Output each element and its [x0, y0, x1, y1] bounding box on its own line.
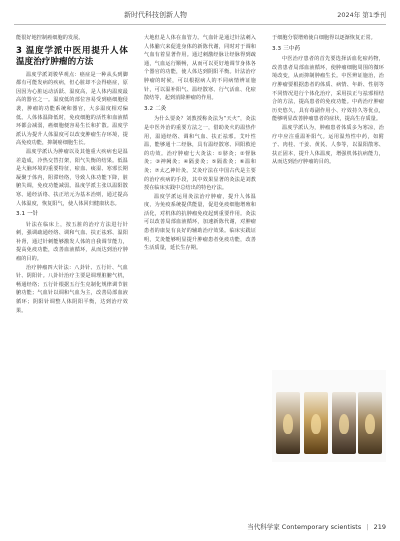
- moxibustion-photo: [332, 392, 356, 454]
- paragraph: 治疗肿瘤四大针法：八卦针、五行针、气血针、阴阳针。八卦针治疗主要是调理脏腑气机，畅通经络；五行针根据五行生克制化规律调节脏腑功能；气血针以调和气血为主，改善局部血液循环；阴阳针调整人体阴阳平衡，达到治疗效果。: [16, 264, 128, 314]
- section-heading-3: 3 温度学派中医用提升人体温度治疗肿瘤的方法: [16, 45, 128, 67]
- paragraph: 大地但是人体在血管力。气血针是通过针法刺入人体腧穴来促进身体的新陈代谢，同时对于调和气血有着显著作用。通过刺激经脉让经脉得到疏通，气血运行顺畅，从而可以更好地调节身体各个器官的功能，使人体达到阴阳平衡。针法治疗肿瘤的时候，可以根据病人的不同病情辨证施针，可以温补阳气、温经散寒、行气活血、化瘀散结等，起到消除肿瘤的作用。: [144, 35, 256, 102]
- issue-label: 2024年 第1季刊: [337, 11, 386, 19]
- paragraph: 为什么要灸？刘教授称灸法为“天火”，灸法是中医外治的重要方法之一，借助灸火的温热作用，温通经络、调和气血、扶正祛邪。艾叶性温，能够通十二经脉，具有温经散寒、回阳救逆的功效。治疗肿瘤七大灸法：①脐灸；②督脉灸；③神阙灸；④隔姜灸；⑤隔盐灸；⑥温和灸；⑦太乙神针灸。艾灸疗法在中国古代是主要的治疗疾病的手段，其中效果显著的灸法是刘教授在临床实践中总结出的特色疗法。: [144, 116, 256, 192]
- page-footer: [247, 522, 386, 531]
- paragraph: 中医治疗患者的首先要选择活血化瘀药物，改善患者局部血液循环，使肿瘤细胞周围的微环境改变，从而抑制肿瘤生长。中医辨证施治，治疗肿瘤要根据患者的体质、病情、年龄、性别等不同情况进行个体化治疗，采用扶正与祛邪相结合的方法，提高患者的免疫功能。中药治疗肿瘤历史悠久，具有毒副作用小、疗效持久等优点，能够明显改善肿瘤患者的症状，提高生存质量。: [272, 56, 384, 123]
- journal-name-cn: 当代科学家: [247, 523, 280, 531]
- footer-divider: |: [366, 523, 369, 531]
- paragraph: 温度学派运用灸法治疗肿瘤，提升人体温度，为免疫系统提供能量，促进免疫细胞增殖和活化，对机体的抗肿瘤免疫起到重要作用。灸法可以改善局部血液循环，加速新陈代谢，对肿瘤患者的康复有良好的辅助治疗效果。临床实践证明，艾灸能够明显提升肿瘤患者免疫功能，改善生活质量，延长生存期。: [144, 193, 256, 252]
- paragraph: 温度学派认为肿瘤以及其他重大疾病也是温差造成，冷热交替打架，阳气失衡的结果。低温是大脑环境的重要特征，瘀血、痰湿、寒邪长期凝聚于体内，阻滞经络，导致人体功能下降，脏腑失调，免疫功能减弱。温度学派主张以温阳散寒、通经活络、扶正培元为基本治则，通过提高人体温度，恢复阳气，使人体回归健康状态。: [16, 148, 128, 207]
- paragraph: 温度学派刘骏华观点：癌症是一种从头到脚都有可能发病的疾病，但心脏却不会得癌症，原因因为心脏运动活跃、温度高，是人体内温度最高的器官之一。温度低的部位容易受到癌细胞侵袭，肿瘤的功能系统和器官，大多温度相对偏低。人体体温降低时，免疫细胞的活性和血液循环都会减弱，癌细胞便容易生长和扩散。温度学派认为提升人体温度可以改变肿瘤生存环境，提高免疫功能，抑制癌细胞生长。: [16, 71, 128, 147]
- paragraph: 于细胞分裂增殖使白细胞得以逐渐恢复正常。: [272, 35, 376, 41]
- column-left: [16, 34, 128, 494]
- page-header: [14, 8, 386, 25]
- subsection-heading-3-1: 3.1 一针: [16, 211, 39, 218]
- subsection-heading-3-2: 3.2 二灸: [144, 105, 167, 112]
- page-number: 219: [373, 523, 386, 531]
- moxibustion-figure: [272, 370, 386, 462]
- moxibustion-photo: [304, 392, 328, 454]
- subsection-heading-3-3: 3.3 三中药: [272, 45, 301, 52]
- column-right: [272, 34, 384, 359]
- paragraph: 针法在临床上，按五脏的治疗方法进行针刺，强调疏通经络、调和气血、扶正祛邪、温阳补肾，通过针刺能够激发人体的自我调节能力，提高免疫功能，改善血液循环，从而达到治疗肿瘤的目的。: [16, 221, 128, 263]
- moxibustion-photo: [358, 392, 382, 454]
- journal-section-title: 新时代科技创新人物: [124, 11, 187, 19]
- paragraph: 能很好地控制癌细胞的发展。: [16, 35, 84, 41]
- moxibustion-photo: [276, 392, 300, 454]
- paragraph: 温度学派认为，肿瘤患者体质多为寒凉，治疗中应注重温补阳气。运用温热性中药，如附子、肉桂、干姜、黄芪、人参等，以温阳散寒、扶正固本，提升人体温度，增强机体抗病能力，从而达到治疗肿瘤的目的。: [272, 124, 384, 166]
- column-middle: [144, 34, 256, 494]
- journal-name-en: Contemporary scientists: [281, 523, 362, 531]
